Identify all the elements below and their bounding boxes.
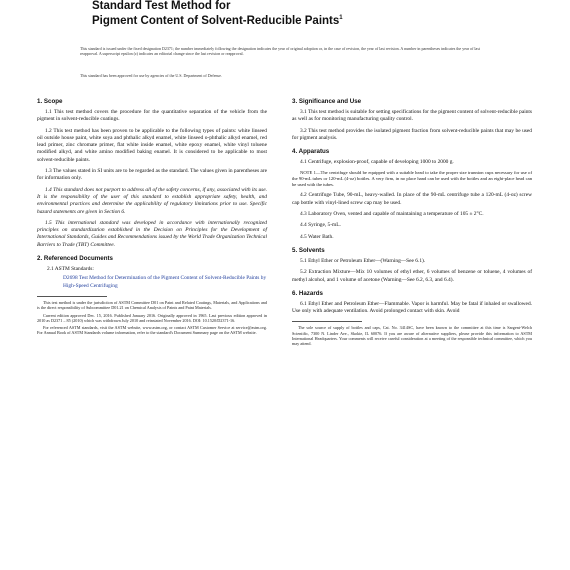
section-significance-heading: 3. Significance and Use [292,98,362,105]
apparatus-paragraph-4-5: 4.5 Water Bath. [300,233,334,240]
right-column [292,98,532,349]
referenced-astm-standards: 2.1 ASTM Standards: [47,266,94,273]
apparatus-paragraph-4-3: 4.3 Laboratory Oven, vented and capable of maintaining a temperature of 105 ± 2°C. [300,211,484,218]
hazards-paragraph-6-1: 6.1 Ethyl Ether and Petroleum Ether—Flammable. Vapor is harmful. May be fatal if inhaled or swallowed. Use only with adequate ventilation. Avoid prolonged contact with skin. Avoid [292,300,532,315]
title-line-2: Pigment Content of Solvent-Reducible Paints$^1$ [92,14,343,27]
solvents-paragraph-5-1: 5.1 Ethyl Ether or Petroleum Ether—(Warning—See 6.1). [300,257,426,264]
solvents-paragraph-5-2: 5.2 Extraction Mixture—Mix 10 volumes of ethyl ether, 6 volumes of benzene or toluene, 4 volumes of methyl alcohol, and 1 volume of acetone (Warning—See 6.2, 6.3, and 6.4). [292,269,532,283]
section-hazards-heading: 6. Hazards [292,289,323,297]
scope-paragraph-1-5: 1.5 This international standard was developed in accordance with internationally recognized principles on standardization established in the Decision on Principles for the Development of International Standards, Guides and Recommendations issued by the World Trade Organization Technical Barriers to Trade (TBT) Committee. [37,219,267,248]
section-scope-heading: 1. Scope [37,98,63,105]
scope-paragraph-1-2: 1.2 This test method has been proven to be applicable to the following types of paints: white linseed oil outside house paint, white soya and phthalic alkyd enamel, white linseed o-phthalic alkyd enamel, red lead primer, zinc chromate primer, flat white inside enamel, white epoxy enamel, white vinyl toluene modified alkyd, and white amino modified baking enamel. It is considered to be applicable to most solvent-reducible paints. [37,127,267,163]
designation-note: This standard is issued under the fixed designation D2371; the number immediately following the designation indicates the year of original adoption or, in the case of revision, the year of last revision. A number in parentheses indicates the year of last reapproval. A superscript epsilon (ε) indicates an editorial change since the last revision or reapproval. [80,46,480,57]
left-column [37,98,267,338]
significance-paragraph-3-2: 3.2 This test method provides the isolated pigment fraction from solvent-reducible paints that may be used for pigment analysis. [292,127,532,141]
apparatus-paragraph-4-1: 4.1 Centrifuge, explosion-proof, capable of developing 1000 to 2000 g. [300,159,454,166]
apparatus-paragraph-4-4: 4.4 Syringe, 5-mL. [300,222,341,229]
section-solvents-heading: 5. Solvents [292,246,325,254]
referenced-link-d2698[interactable]: D2698 Test Method for Determination of the Pigment Content of Solvent-Reducible Paints by High-Speed Centrifuging [63,275,267,289]
title-footnote-mark: 1 [339,15,343,21]
footnote-divider [37,296,107,297]
scope-paragraph-1-4: 1.4 This standard does not purport to address all of the safety concerns, if any, associated with its use. It is the responsibility of the user of this standard to establish appropriate safety, health, and environmental practices and determine the applicability of regulatory limitations prior to use. Specific hazard statements are given in Section 6. [37,186,267,215]
footnote-3: For referenced ASTM standards, visit the ASTM website, www.astm.org, or contact ASTM Customer Service at service@astm.org. For Annual Book of ASTM Standards volume information, refer to the standard's Document Summary page on the ASTM website. [37,325,267,336]
right-footnote-divider [292,321,362,322]
apparatus-note-1: NOTE 1—The centrifuge should be equipped with a suitable head to take the proper size trunnion cups necessary for use of the 90-mL tubes or 120-mL (4-oz) bottles. A very firm, in no place hand can be used with the bottles and an eight-place head can be used with the tubes. [292,170,532,188]
apparatus-paragraph-4-2: 4.2 Centrifuge Tube, 90-mL, heavy-walled. In place of the 90-mL centrifuge tube a 120-mL (4-oz) screw cap bottle with vinyl-lined screw cap may be used. [292,192,532,206]
scope-paragraph-1-3: 1.3 The values stated in SI units are to be regarded as the standard. The values given in parentheses are for information only. [37,168,267,182]
title-line-1: Standard Test Method for [92,0,231,12]
significance-paragraph-3-1: 3.1 This test method is suitable for setting specifications for the pigment content of solvent-reducible paints as well as for monitoring manufacturing quality control. [292,109,532,123]
footnote-1: This test method is under the jurisdiction of ASTM Committee D01 on Paint and Related Coatings, Materials, and Applications and is the direct responsibility of Subcommittee D01.21 on Chemical Analysis of Paints and Paint Materials. [37,299,267,311]
approval-note: This standard has been approved for use by agencies of the U.S. Department of Defense. [80,73,222,78]
footnote-2: Current edition approved Dec. 15, 2016. Published January 2016. Originally approved in 1965. Last previous edition approved in 2010 as D2371 – 85 (2010) which was withdrawn July 2010 and reinstated November 2016. DOI: 10.1520/D2371-16. [37,312,267,323]
section-apparatus-heading: 4. Apparatus [292,148,330,156]
scope-paragraph-1-1: 1.1 This test method covers the procedure for the quantitative separation of the vehicle from the pigment in solvent-reducible coatings. [37,109,267,123]
section-referenced-heading: 2. Referenced Documents [37,255,113,263]
right-footnote: The sole source of supply of bottles and caps, Cat. No. 3414SC, have been known to the committee at this time is Sargent-Welch Scientific, 7300 N. Linder Ave., Skokie, IL 60076. If you are aware of alternative suppliers, please provide this information to ASTM International Headquarters. Your comments will receive careful consideration at a meeting of the responsible technical committee, which you may attend. [292,325,532,347]
document-title [92,0,492,27]
